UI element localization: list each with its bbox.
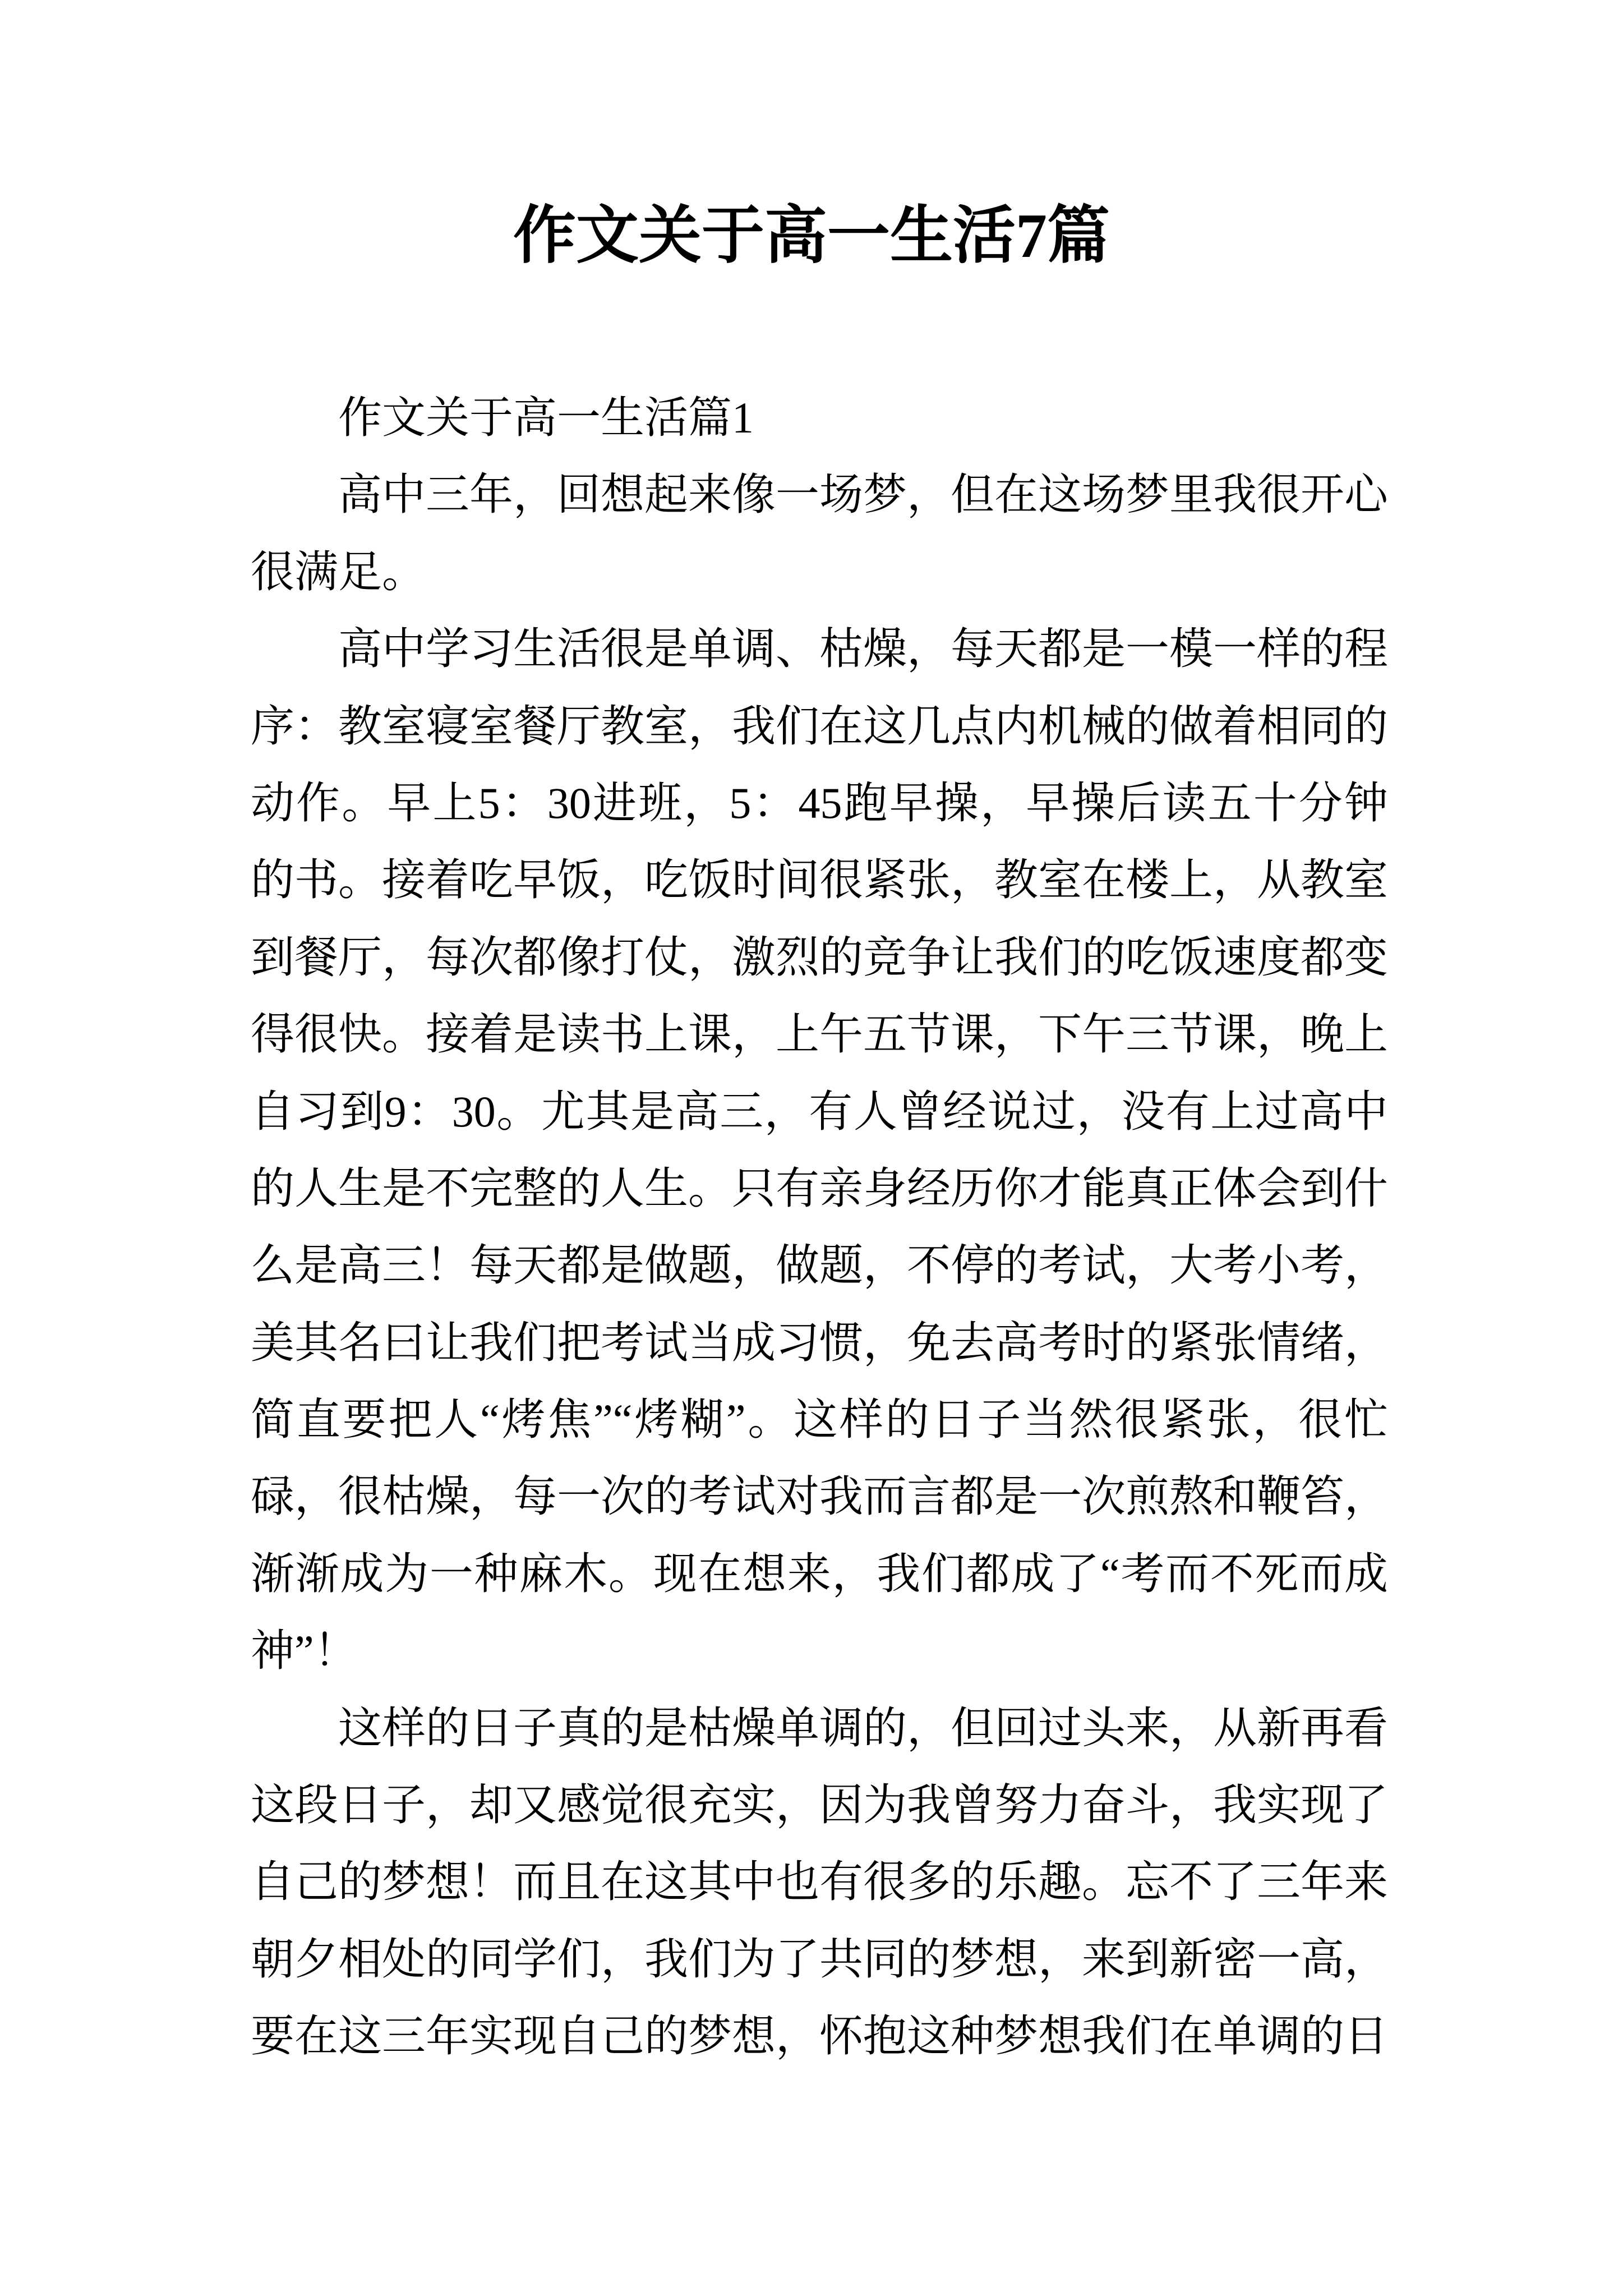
paragraph-3 bbox=[251, 1690, 1388, 2075]
paragraph-line: 的人生是不完整的人生。只有亲身经历你才能真正体会到什 bbox=[251, 1163, 1388, 1213]
paragraph-line: 序：教室寝室餐厅教室，我们在这几点内机械的做着相同的 bbox=[251, 701, 1388, 751]
paragraph-line: 渐渐成为一种麻木。现在想来，我们都成了“考而不死而成 bbox=[251, 1549, 1388, 1598]
paragraph-line: 到餐厅，每次都像打仗，激烈的竞争让我们的吃饭速度都变 bbox=[251, 932, 1388, 982]
paragraph-line: 简直要把人“烤焦”“烤糊”。这样的日子当然很紧张，很忙 bbox=[251, 1395, 1388, 1444]
paragraph-line: 美其名曰让我们把考试当成习惯，免去高考时的紧张情绪， bbox=[251, 1318, 1388, 1367]
paragraph-line: 很满足。 bbox=[251, 547, 426, 596]
paragraph-line: 得很快。接着是读书上课，上午五节课，下午三节课，晚上 bbox=[251, 1010, 1388, 1059]
document-body bbox=[251, 379, 1388, 2075]
paragraph-line: 动作。早上5：30进班，5：45跑早操，早操后读五十分钟 bbox=[251, 778, 1388, 827]
paragraph-1 bbox=[251, 456, 1388, 610]
document-title: 作文关于高一生活7篇 bbox=[513, 201, 1110, 271]
paragraph-line: 自习到9：30。尤其是高三，有人曾经说过，没有上过高中 bbox=[251, 1087, 1388, 1136]
paragraph-line: 要在这三年实现自己的梦想，怀抱这种梦想我们在单调的日 bbox=[251, 2012, 1388, 2061]
paragraph-line: 高中三年，回想起来像一场梦，但在这场梦里我很开心 bbox=[338, 470, 1388, 519]
paragraph-line: 自己的梦想！而且在这其中也有很多的乐趣。忘不了三年来 bbox=[251, 1857, 1388, 1907]
paragraph-line: 这样的日子真的是枯燥单调的，但回过头来，从新再看 bbox=[338, 1703, 1388, 1752]
paragraph-line: 碌，很枯燥，每一次的考试对我而言都是一次煎熬和鞭笞， bbox=[251, 1472, 1388, 1521]
paragraph-line: 朝夕相处的同学们，我们为了共同的梦想，来到新密一高， bbox=[251, 1934, 1388, 1984]
paragraph-line: 的书。接着吃早饭，吃饭时间很紧张，教室在楼上，从教室 bbox=[251, 855, 1388, 905]
paragraph-line: 神”！ bbox=[251, 1626, 358, 1676]
paragraph-line: 高中学习生活很是单调、枯燥，每天都是一模一样的程 bbox=[338, 624, 1388, 674]
section-heading: 作文关于高一生活篇1 bbox=[338, 393, 754, 442]
paragraph-line: 么是高三！每天都是做题，做题，不停的考试，大考小考， bbox=[251, 1241, 1388, 1290]
paragraph-2 bbox=[251, 610, 1388, 1689]
paragraph-line: 这段日子，却又感觉很充实，因为我曾努力奋斗，我实现了 bbox=[251, 1780, 1388, 1830]
